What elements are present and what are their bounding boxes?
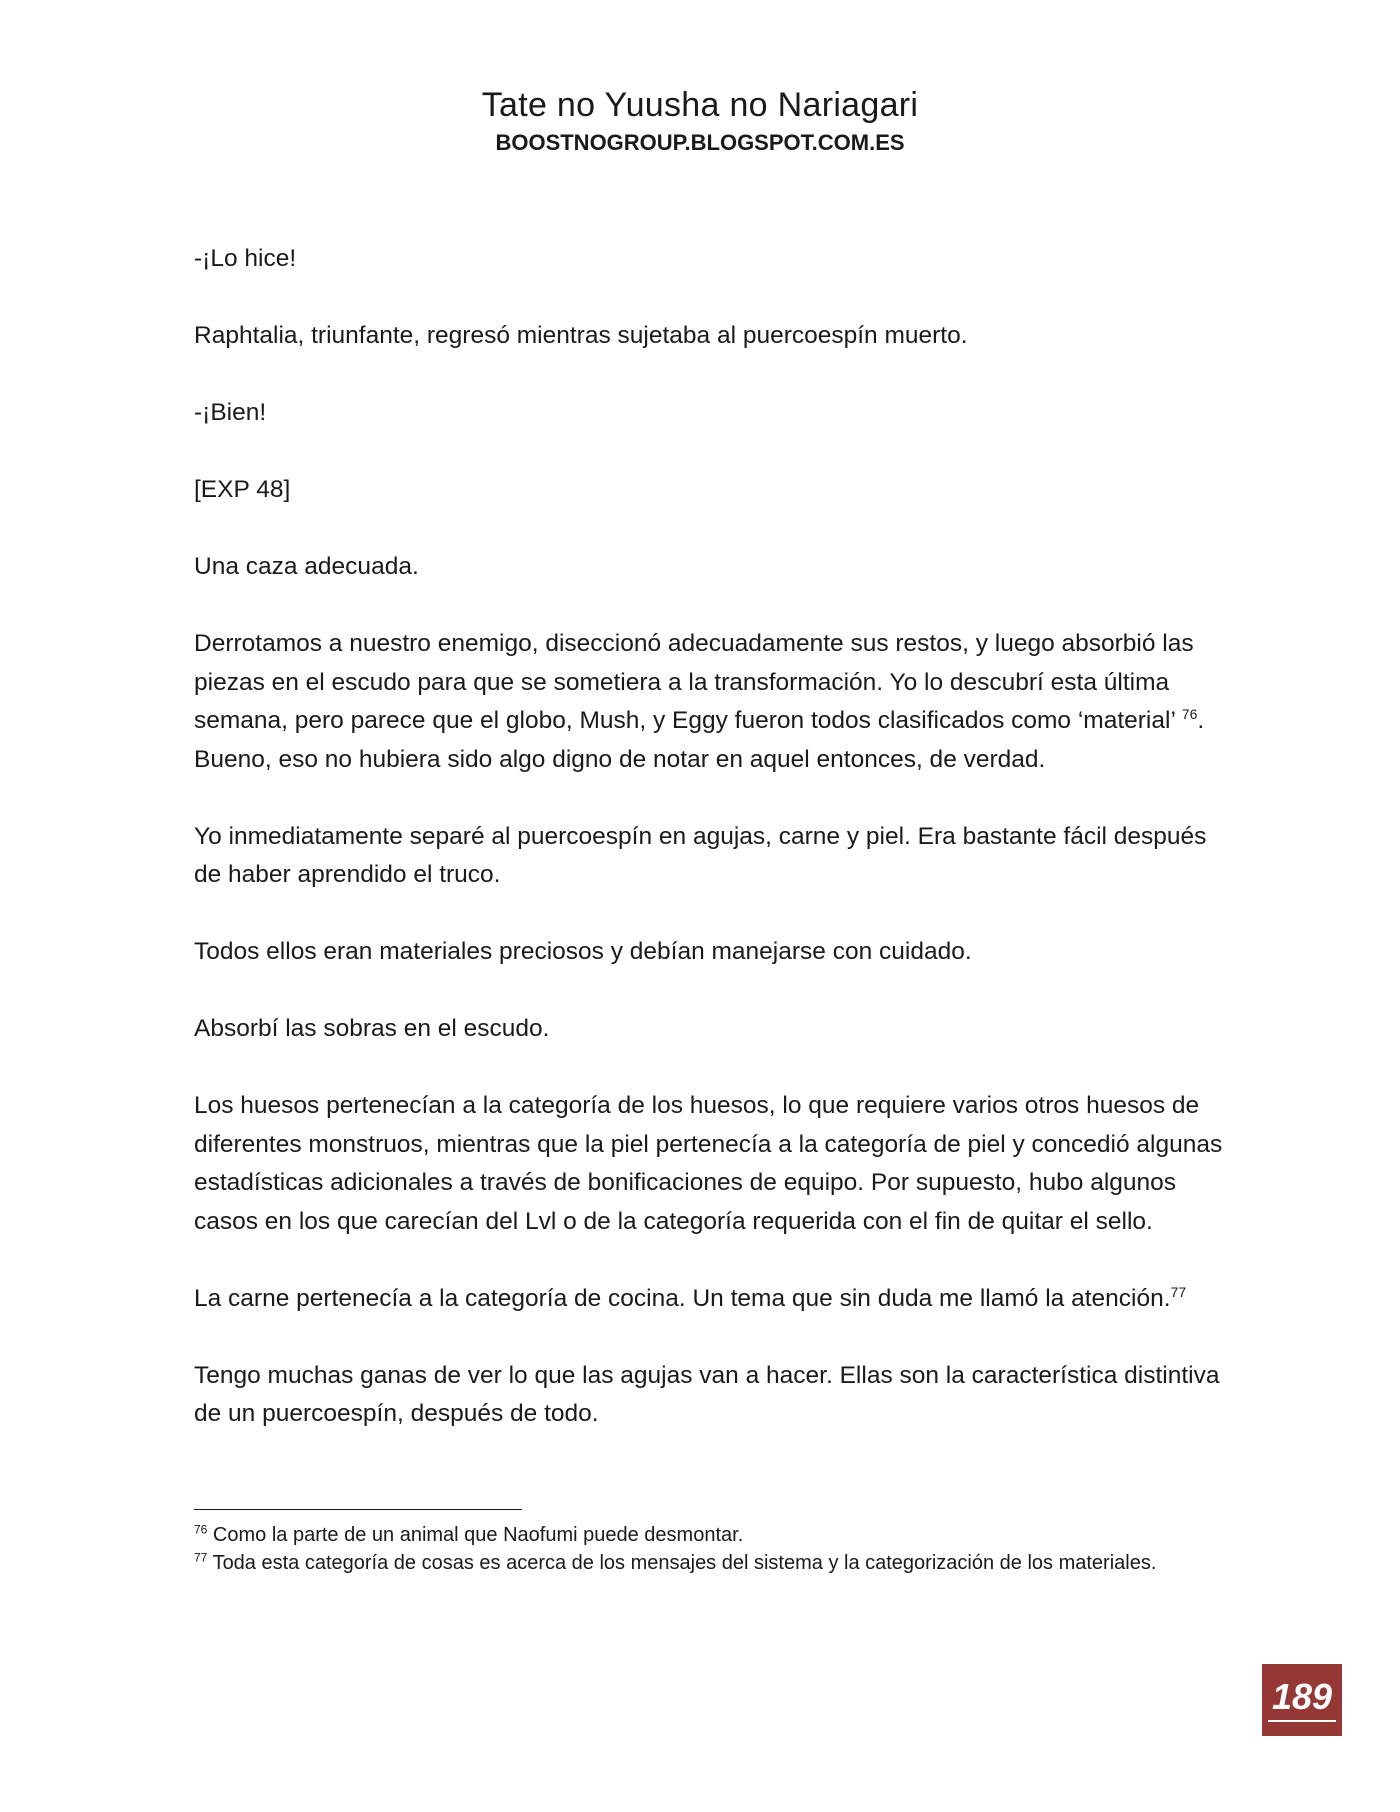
footnote [194, 1521, 1254, 1549]
paragraph [194, 625, 1224, 779]
paragraph: Yo inmediatamente separé al puercoespín en agujas, carne y piel. Era bastante fácil después de haber aprendido el truco. [194, 822, 1207, 888]
page-number-underline [1268, 1720, 1336, 1722]
paragraph [194, 1280, 1224, 1319]
paragraph: Absorbí las sobras en el escudo. [194, 1015, 550, 1042]
footnote-number: 77 [194, 1550, 208, 1565]
paragraph-text: Derrotamos a nuestro enemigo, diseccionó adecuadamente sus restos, y luego absorbió las piezas en el escudo para que se sometiera a la transformación. Yo lo descubrí esta última semana, pero parece que el globo, Mush, y Eggy fueron todos clasificados como ‘material’ [194, 630, 1194, 734]
site-url: BOOSTNOGROUP.BLOGSPOT.COM.ES [495, 130, 905, 155]
paragraph-text: . Bueno, eso no hubiera sido algo digno de notar en aquel entonces, de verdad. [194, 707, 1205, 773]
footnote [194, 1549, 1254, 1577]
page-header [0, 84, 1400, 158]
footnote-text: Como la parte de un animal que Naofumi puede desmontar. [212, 1524, 744, 1546]
paragraph: [EXP 48] [194, 476, 291, 503]
paragraph: -¡Bien! [194, 399, 267, 426]
page-number: 189 [1271, 1676, 1333, 1717]
paragraph: Los huesos pertenecían a la categoría de los huesos, lo que requiere varios otros huesos de diferentes monstruos, mientras que la piel pertenecía a la categoría de piel y concedió algunas estadísticas adicionales a través de bonificaciones de equipo. Por supuesto, hubo algunos casos en los que carecían del Lvl o de la categoría requerida con el fin de quitar el sello. [194, 1092, 1223, 1235]
footnote-number: 76 [194, 1522, 208, 1537]
paragraph: Una caza adecuada. [194, 553, 419, 580]
paragraph: -¡Lo hice! [194, 245, 297, 272]
chapter-text [194, 240, 1224, 1434]
book-title: Tate no Yuusha no Nariagari [481, 86, 919, 124]
footnote-text: Toda esta categoría de cosas es acerca de los mensajes del sistema y la categorización de los materiales. [212, 1552, 1157, 1574]
footnote-separator [194, 1509, 522, 1510]
paragraph-text: La carne pertenecía a la categoría de cocina. Un tema que sin duda me llamó la atención. [194, 1284, 1171, 1312]
paragraph: Todos ellos eran materiales preciosos y debían manejarse con cuidado. [194, 938, 972, 965]
footnote-reference: 77 [1170, 1283, 1187, 1300]
footnotes [194, 1521, 1254, 1577]
page-number-badge [1262, 1664, 1342, 1736]
footnote-reference: 76 [1181, 705, 1198, 722]
paragraph: Tengo muchas ganas de ver lo que las agujas van a hacer. Ellas son la característica distintiva de un puercoespín, después de todo. [194, 1361, 1220, 1427]
paragraph: Raphtalia, triunfante, regresó mientras sujetaba al puercoespín muerto. [194, 322, 968, 349]
